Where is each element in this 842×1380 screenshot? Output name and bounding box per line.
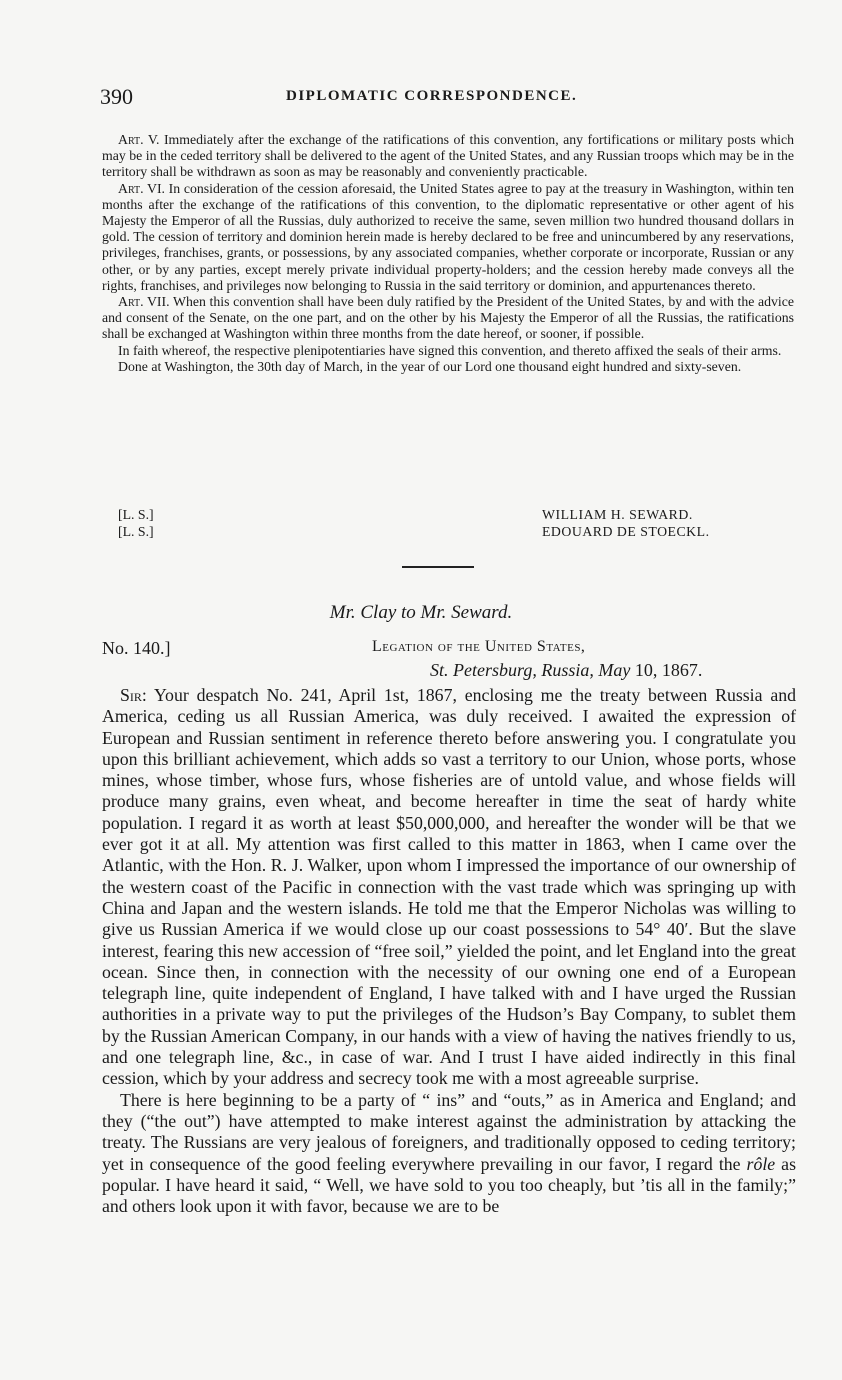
article-label: Art. VII. bbox=[118, 294, 170, 310]
letter-title: Mr. Clay to Mr. Seward. bbox=[329, 602, 513, 623]
done-clause: Done at Washington, the 30th day of March, in the year of our Lord one thousand eight hundred and sixty-seven. bbox=[118, 358, 742, 374]
faith-clause: In faith whereof, the respective plenipotentiaries have signed this convention, and thereto affixed the seals of their arms. bbox=[118, 342, 782, 358]
letter-body bbox=[102, 685, 796, 1217]
paragraph-text: Your despatch No. 241, April 1st, 1867, enclosing me the treaty between Russia and America, ceding us all Russian America, was duly received. I awaited the expression of European and Russian sentiment in reference thereto before answering you. I congratulate you upon this brilliant achievement, which adds so vast a territory to our Union, whose ports, whose mines, whose timber, whose furs, whose fisheries are of untold value, and whose fields will produce many grains, even wheat, and become hereafter in time the seat of hardy white population. I regard it as worth at least $50,000,000, and hereafter the wonder will be that we ever got it at all. My attention was first called to this matter in 1863, when I came over the Atlantic, with the Hon. R. J. Walker, upon whom I impressed the importance of our ownership of the western coast of the Pacific in connection with the vast trade which was springing up with China and Japan and the western islands. He told me that the Emperor Nicholas was willing to give us Russian America if we would close up our coast possessions to 54° 40′. But the slave interest, fearing this new accession of “free soil,” yielded the point, and let England into the great ocean. Since then, in connection with the necessity of our owning one end of a European telegraph line, quite independent of England, I have talked with and I have urged the Russian authorities in a private way to put the privileges of the Hudson’s Bay Company, to sublet them by the Russian American Company, in our hands with a view of having the natives friendly to us, and one telegraph line, &c., in case of war. And I trust I have aided indirectly in this final cession, which by your address and secrecy took me with a most agreeable surprise. bbox=[102, 685, 796, 1089]
page-number: 390 bbox=[100, 84, 133, 109]
italic-word: rôle bbox=[746, 1153, 776, 1174]
despatch-number: No. 140.] bbox=[102, 638, 171, 658]
running-title: DIPLOMATIC CORRESPONDENCE. bbox=[286, 88, 578, 104]
signature-row bbox=[118, 507, 778, 524]
article-text: Immediately after the exchange of the ratifications of this convention, any fortifications or military posts which may be in the ceded territory shall be delivered to the agent of the United States, and any Russian troops which may be in the territory shall be withdrawn as soon as may be reasonably and conveniently practicable. bbox=[102, 132, 794, 180]
paragraph-text: as popular. I have heard it said, “ Well, we have sold to you too cheaply, but ’tis all in the family;” and others look upon it with favor, because we are to be bbox=[102, 1153, 796, 1217]
article-7 bbox=[102, 294, 794, 343]
article-5 bbox=[102, 132, 794, 181]
treaty-articles bbox=[102, 132, 794, 375]
signer-name: WILLIAM H. SEWARD. bbox=[542, 507, 693, 522]
signature-row bbox=[118, 524, 778, 541]
article-label: Art. V. bbox=[118, 132, 160, 147]
place: St. Petersburg, Russia, May bbox=[430, 660, 631, 680]
article-label: Art. VI. bbox=[118, 180, 166, 196]
place-date bbox=[430, 660, 702, 681]
section-divider bbox=[402, 566, 474, 568]
page-header bbox=[100, 84, 800, 114]
seal: [L. S.] bbox=[118, 524, 154, 539]
legation-heading: Legation of the United States, bbox=[372, 638, 586, 655]
date: 10, 1867. bbox=[630, 660, 703, 680]
article-text: When this convention shall have been duly ratified by the President of the United States, by and with the advice and consent of the Senate, on the one part, and on the other by his Majesty the Emperor of all the Russias, the ratifications shall be exchanged at Washington within three months from the date hereof, or sooner, if possible. bbox=[102, 294, 794, 342]
article-text: In consideration of the cession aforesaid, the United States agree to pay at the treasury in Washington, within ten months after the exchange of the ratifications of this convention, to the diplomatic representative or other agent of his Majesty the Emperor of all the Russias, duly authorized to receive the same, seven million two hundred thousand dollars in gold. The cession of territory and dominion herein made is hereby declared to be free and unincumbered by any reservations, privileges, franchises, grants, or possessions, by any associated companies, whether corporate or incorporate, Russian or any other, or by any parties, except merely private individual property-holders; and the cession hereby made conveys all the rights, franchises, and privileges now belonging to Russia in the said territory or dominion, and appurtenances thereto. bbox=[102, 180, 794, 293]
salutation: Sir: bbox=[120, 685, 147, 705]
paragraph bbox=[102, 1090, 796, 1218]
seal: [L. S.] bbox=[118, 507, 154, 522]
signer-name: EDOUARD DE STOECKL. bbox=[542, 524, 710, 539]
paragraph-text: There is here beginning to be a party of “ ins” and “outs,” as in America and England; and they (“the out”) have attempted to make interest against the administration by attacking the treaty. The Russians are very jealous of foreigners, and traditionally opposed to ceding territory; yet in consequence of the good feeling everywhere prevailing in our favor, I regard the bbox=[102, 1089, 796, 1174]
paragraph bbox=[102, 685, 796, 1090]
article-6 bbox=[102, 181, 794, 294]
